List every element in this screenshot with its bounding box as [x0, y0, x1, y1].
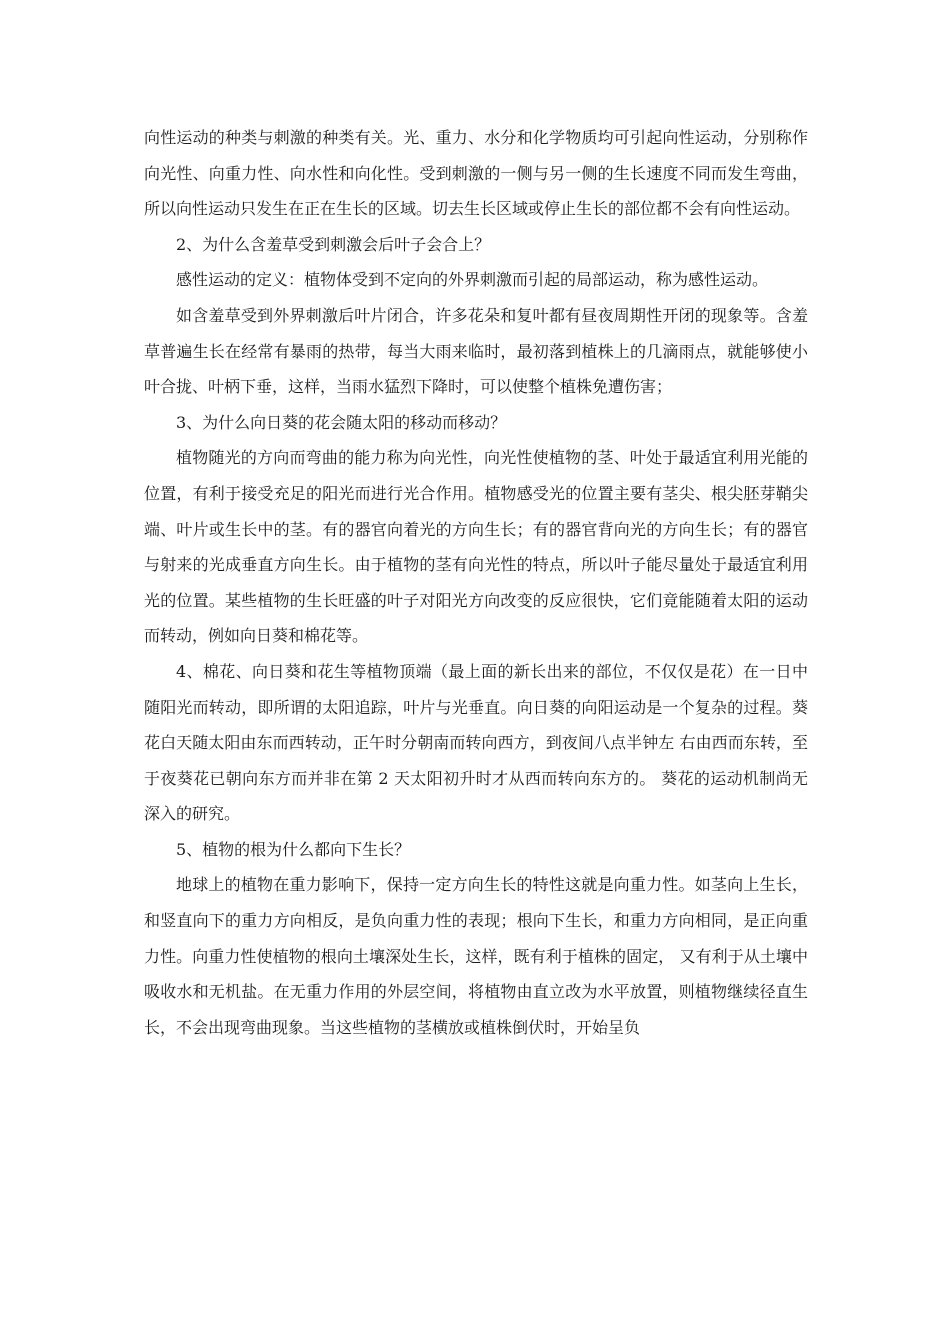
paragraph-tropism-types: 向性运动的种类与刺激的种类有关。光、重力、水分和化学物质均可引起向性运动，分别称作向光性、向重力性、向水性和向化性。受到刺激的一侧与另一侧的生长速度不同而发生弯曲，所以向性运动只发生在正在生长的区域。切去生长区域或停止生长的部位都不会有向性运动。	[144, 128, 808, 219]
paragraph-nastic-definition: 感性运动的定义：植物体受到不定向的外界刺激而引起的局部运动，称为感性运动。	[176, 270, 769, 290]
paragraph-gravitropism: 地球上的植物在重力影响下，保持一定方向生长的特性这就是向重力性。如茎向上生长，和竖直向下的重力方向相反，是负向重力性的表现；根向下生长，和重力方向相同，是正向重力性。向重力性使植物的根向土壤深处生长，这样，既有利于植株的固定， 又有利于从土壤中吸收水和无机盐。在无重力作用的外层空间，将植物由直立改为水平放置，则植物继续径直生长，不会出现弯曲现象。当这些植物的茎横放或植株倒伏时，开始呈负	[144, 875, 808, 1037]
paragraph-solar-tracking: 4、棉花、向日葵和花生等植物顶端（最上面的新长出来的部位，不仅仅是花）在一日中随阳光而转动，即所谓的太阳追踪，叶片与光垂直。向日葵的向阳运动是一个复杂的过程。葵花白天随太阳由东而西转动，正午时分朝南而转向西方，到夜间八点半钟左 右由西而东转，至于夜葵花已朝向东方而并非在第 2 天太阳初升时才从西而转向东方的。 葵花的运动机制尚无深入的研究。	[144, 661, 808, 824]
heading-question-3: 3、为什么向日葵的花会随太阳的移动而移动？	[176, 412, 507, 432]
heading-question-5: 5、植物的根为什么都向下生长？	[176, 839, 411, 859]
heading-question-2: 2、为什么含羞草受到刺激会后叶子会合上？	[176, 234, 491, 254]
paragraph-mimosa: 如含羞草受到外界刺激后叶片闭合，许多花朵和复叶都有昼夜周期性开闭的现象等。含羞草普遍生长在经常有暴雨的热带，每当大雨来临时，最初落到植株上的几滴雨点，就能够使小叶合拢、叶柄下垂，这样，当雨水猛烈下降时，可以使整个植株免遭伤害；	[144, 305, 808, 397]
paragraph-phototropism: 植物随光的方向而弯曲的能力称为向光性，向光性使植物的茎、叶处于最适宜利用光能的位置，有利于接受充足的阳光而进行光合作用。植物感受光的位置主要有茎尖、根尖胚芽鞘尖端、叶片或生长中的茎。有的器官向着光的方向生长；有的器官背向光的方向生长；有的器官与射来的光成垂直方向生长。由于植物的茎有向光性的特点，所以叶子能尽量处于最适宜利用光的位置。某些植物的生长旺盛的叶子对阳光方向改变的反应很快，它们竟能随着太阳的运动而转动，例如向日葵和棉花等。	[144, 448, 808, 646]
document-body	[144, 120, 808, 1045]
